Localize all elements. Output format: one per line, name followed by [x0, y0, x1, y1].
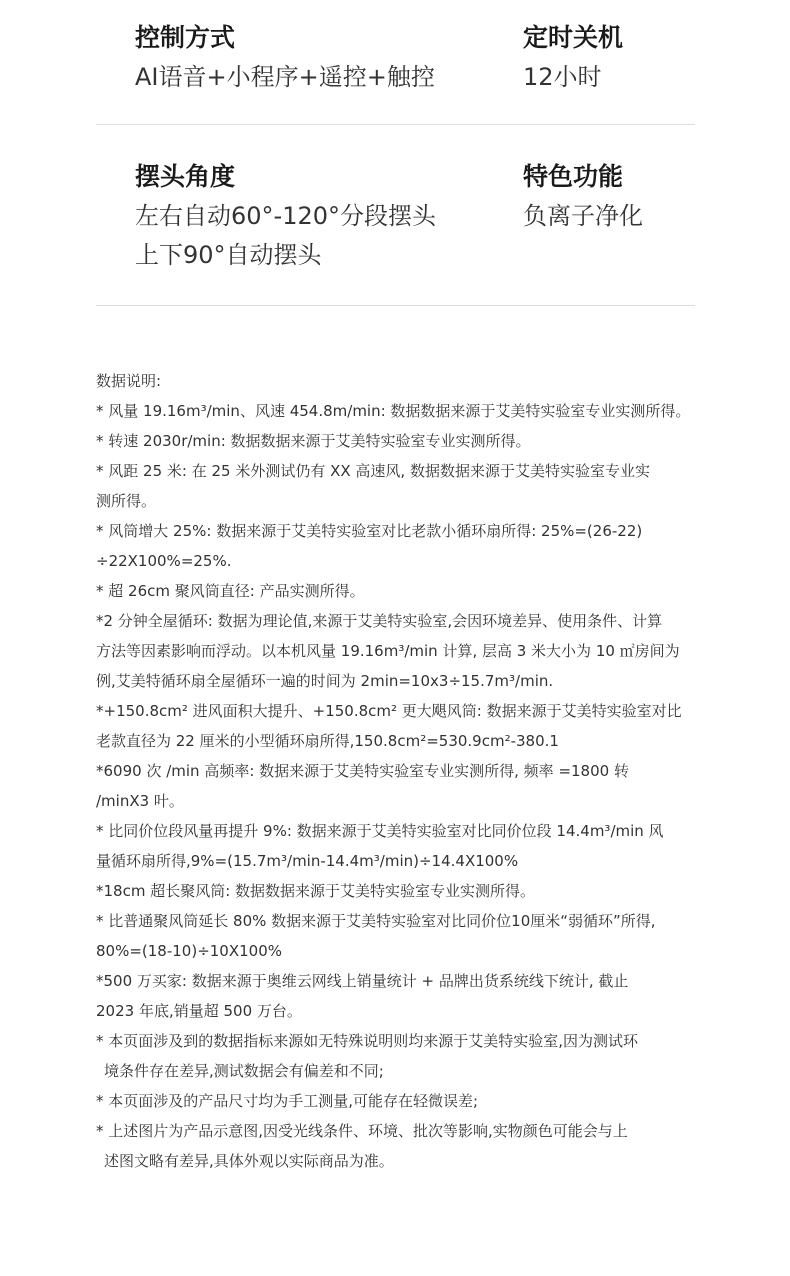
notes-list	[96, 396, 698, 1176]
spec-feature-value: 负离子净化	[523, 202, 643, 230]
note-item	[96, 576, 698, 606]
note-line: ÷22X100%=25%.	[96, 552, 232, 570]
note-line: *2 分钟全屋循环: 数据为理论值,来源于艾美特实验室,会因环境差异、使用条件、计算	[96, 612, 663, 630]
spec-oscillation-title: 摆头角度	[135, 162, 236, 191]
note-line: * 超 26cm 聚风筒直径: 产品实测所得。	[96, 582, 365, 600]
note-line: *500 万买家: 数据来源于奥维云网线上销量统计 + 品牌出货系统线下统计, 截止	[96, 972, 629, 990]
note-line: 述图文略有差异,具体外观以实际商品为准。	[104, 1152, 394, 1170]
note-line: * 比普通聚风筒延长 80% 数据来源于艾美特实验室对比同价位10厘米“弱循环”所得,	[96, 912, 656, 930]
spec-control-value: AI语音+小程序+遥控+触控	[135, 63, 435, 91]
note-line: * 本页面涉及的产品尺寸均为手工测量,可能存在轻微误差;	[96, 1092, 479, 1110]
note-line: * 本页面涉及到的数据指标来源如无特殊说明则均来源于艾美特实验室,因为测试环	[96, 1032, 639, 1050]
note-line: 境条件存在差异,测试数据会有偏差和不同;	[104, 1062, 384, 1080]
note-item	[96, 966, 698, 1026]
note-item	[96, 606, 698, 696]
note-line: 方法等因素影响而浮动。以本机风量 19.16m³/min 计算, 层高 3 米大小为 10 ㎡房间为	[96, 642, 680, 660]
note-item	[96, 426, 698, 456]
spec-timer-value: 12小时	[523, 63, 602, 91]
note-line: * 风筒增大 25%: 数据来源于艾美特实验室对比老款小循环扇所得: 25%=(26-22)	[96, 522, 643, 540]
note-line: 测所得。	[96, 492, 157, 510]
note-item	[96, 816, 698, 876]
divider-bottom	[96, 305, 695, 306]
note-item	[96, 456, 698, 516]
note-line: * 风距 25 米: 在 25 米外测试仍有 XX 高速风, 数据数据来源于艾美特实验室专业实	[96, 462, 650, 480]
spec-oscillation-value-line1: 左右自动60°-120°分段摆头	[135, 202, 437, 230]
note-item	[96, 756, 698, 816]
note-line: /minX3 叶。	[96, 792, 184, 810]
note-line: *6090 次 /min 高频率: 数据来源于艾美特实验室专业实测所得, 频率 =1800 转	[96, 762, 629, 780]
note-line: *+150.8cm² 进风面积大提升、+150.8cm² 更大飓风筒: 数据来源于艾美特实验室对比	[96, 702, 682, 720]
note-line: * 转速 2030r/min: 数据数据来源于艾美特实验室专业实测所得。	[96, 432, 531, 450]
note-item	[96, 1086, 698, 1116]
note-line: * 比同价位段风量再提升 9%: 数据来源于艾美特实验室对比同价位段 14.4m³/min 风	[96, 822, 664, 840]
note-line: * 上述图片为产品示意图,因受光线条件、环境、批次等影响,实物颜色可能会与上	[96, 1122, 628, 1140]
note-item	[96, 1026, 698, 1086]
note-item	[96, 396, 698, 426]
spec-timer	[523, 18, 623, 97]
note-item	[96, 1116, 698, 1176]
note-line: 量循环扇所得,9%=(15.7m³/min-14.4m³/min)÷14.4X100%	[96, 852, 519, 870]
note-line: 例,艾美特循环扇全屋循环一遍的时间为 2min=10x3÷15.7m³/min.	[96, 672, 554, 690]
divider-top	[96, 124, 695, 125]
spec-oscillation-value-line2: 上下90°自动摆头	[135, 241, 322, 269]
note-line: * 风量 19.16m³/min、风速 454.8m/min: 数据数据来源于艾美特实验室专业实测所得。	[96, 402, 691, 420]
note-item	[96, 876, 698, 906]
note-line: 80%=(18-10)÷10X100%	[96, 942, 283, 960]
note-line: 2023 年底,销量超 500 万台。	[96, 1002, 302, 1020]
note-item	[96, 906, 698, 966]
note-item	[96, 696, 698, 756]
spec-control	[135, 18, 435, 97]
note-item	[96, 516, 698, 576]
spec-feature-title: 特色功能	[523, 162, 624, 191]
spec-feature	[523, 157, 643, 236]
spec-timer-title: 定时关机	[523, 23, 624, 52]
note-line: *18cm 超长聚风筒: 数据数据来源于艾美特实验室专业实测所得。	[96, 882, 536, 900]
note-line: 老款直径为 22 厘米的小型循环扇所得,150.8cm²=530.9cm²-380.1	[96, 732, 559, 750]
notes-heading: 数据说明:	[96, 372, 162, 390]
data-notes	[96, 366, 698, 1176]
spec-oscillation	[135, 157, 436, 275]
spec-control-title: 控制方式	[135, 23, 236, 52]
